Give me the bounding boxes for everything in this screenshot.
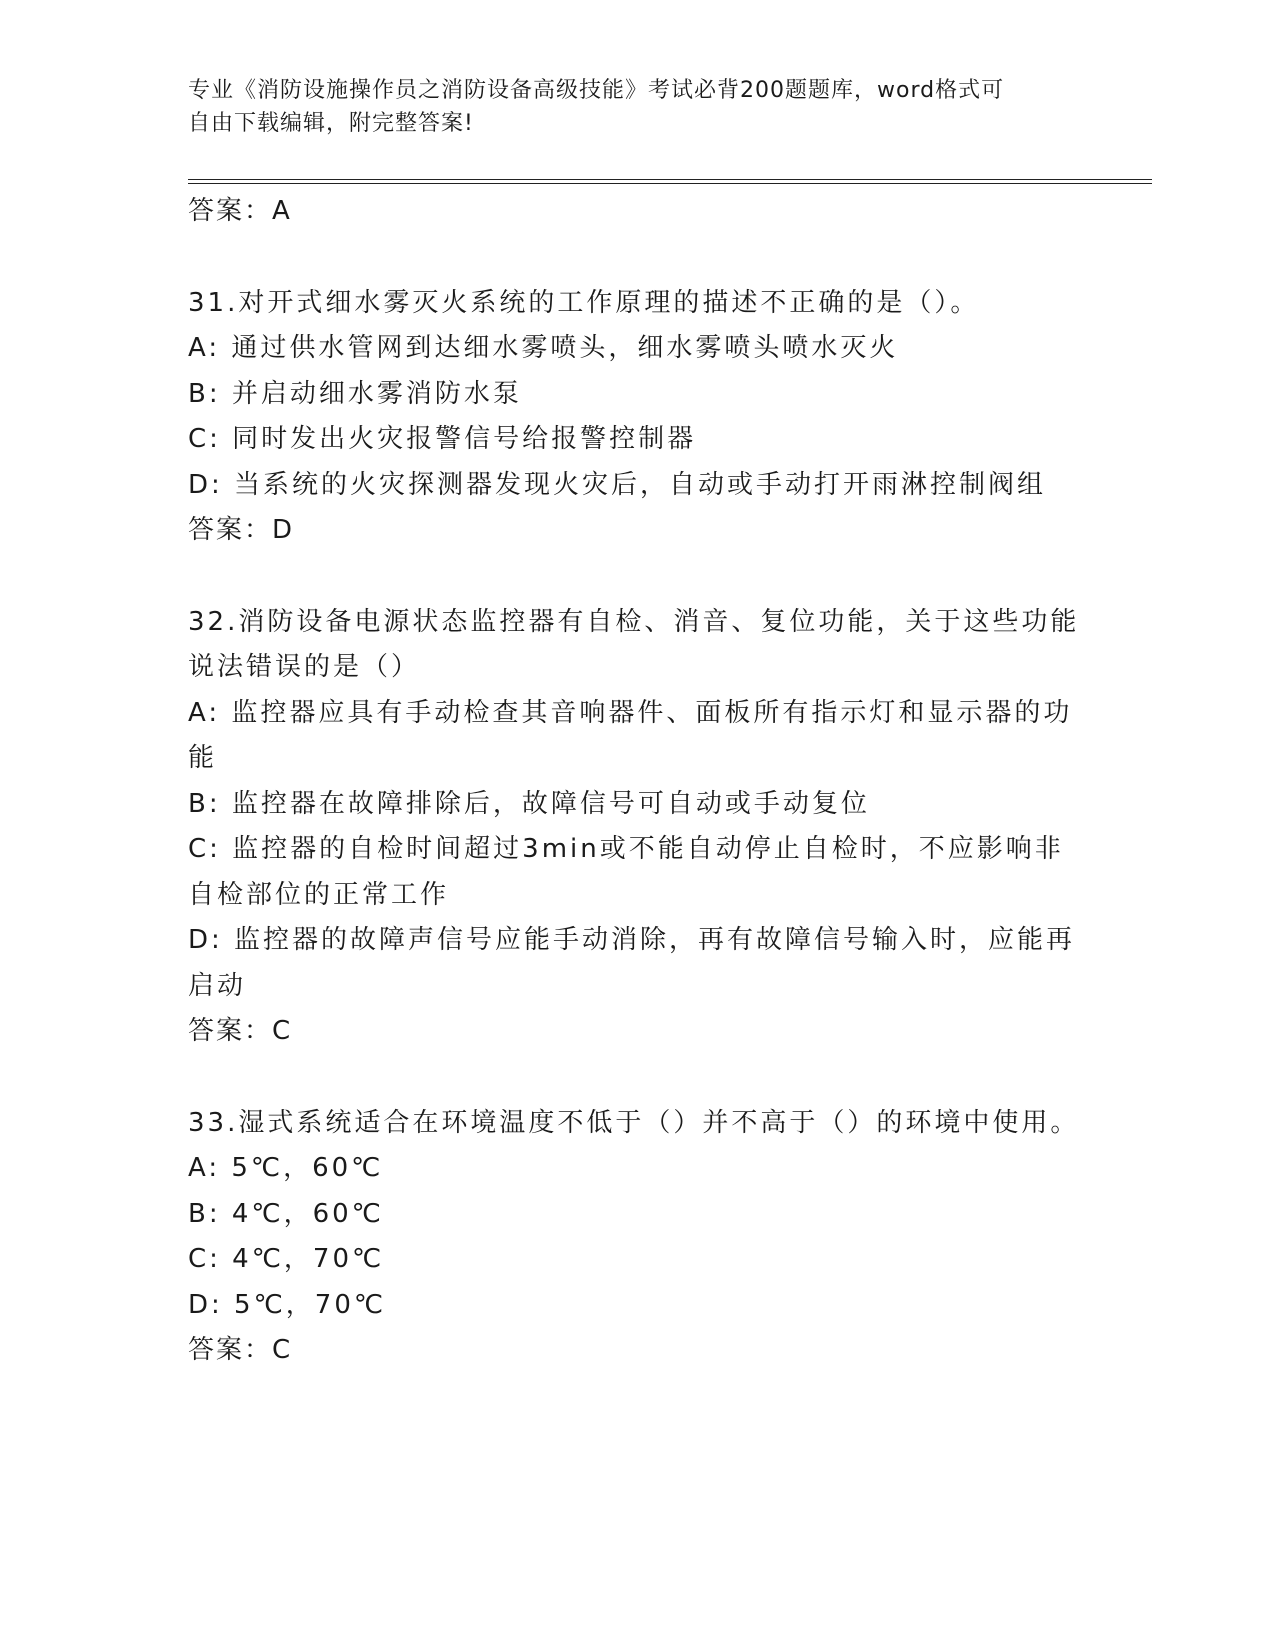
- option-b: B: 4℃，60℃: [188, 1198, 384, 1229]
- header-rule-top: [188, 179, 1152, 180]
- question-text-continued: 说法错误的是（）: [188, 652, 421, 682]
- option-b: B: 监控器在故障排除后，故障信号可自动或手动复位: [188, 788, 870, 819]
- answer: 答案：D: [188, 515, 295, 545]
- spacer: [188, 554, 1088, 600]
- option-c: C: 同时发出火灾报警信号给报警控制器: [188, 424, 697, 454]
- header-line-2: 自由下载编辑，附完整答案!: [188, 111, 474, 136]
- previous-answer: 答案：A: [188, 196, 292, 226]
- option-a-continued: 能: [188, 743, 218, 773]
- question-31: [188, 281, 1088, 554]
- option-d: D: 监控器的故障声信号应能手动消除，再有故障信号输入时，应能再: [188, 925, 1076, 955]
- question-33: [188, 1101, 1088, 1374]
- question-32: [188, 600, 1088, 1055]
- option-c-continued: 自检部位的正常工作: [188, 879, 450, 910]
- question-text: 31.对开式细水雾灭火系统的工作原理的描述不正确的是（）。: [188, 287, 980, 318]
- option-a: A: 5℃，60℃: [188, 1153, 384, 1183]
- option-c: C: 4℃，70℃: [188, 1244, 385, 1274]
- option-d: D: 5℃，70℃: [188, 1289, 387, 1320]
- answer: 答案：C: [188, 1335, 293, 1365]
- document-header: [188, 74, 1088, 140]
- header-rule-bottom: [188, 183, 1152, 184]
- option-b: B: 并启动细水雾消防水泵: [188, 378, 522, 409]
- question-text: 33.湿式系统适合在环境温度不低于（）并不高于（）的环境中使用。: [188, 1107, 1080, 1138]
- option-d: D: 当系统的火灾探测器发现火灾后，自动或手动打开雨淋控制阀组: [188, 469, 1047, 500]
- header-line-1: 专业《消防设施操作员之消防设备高级技能》考试必背200题题库，word格式可: [188, 78, 1005, 103]
- option-a: A: 通过供水管网到达细水雾喷头，细水雾喷头喷水灭火: [188, 333, 899, 363]
- option-d-continued: 启动: [188, 970, 247, 1001]
- spacer: [188, 1055, 1088, 1101]
- question-list: [188, 189, 1088, 1374]
- spacer: [188, 235, 1088, 281]
- answer: 答案：C: [188, 1016, 293, 1046]
- option-a: A: 监控器应具有手动检查其音响器件、面板所有指示灯和显示器的功: [188, 697, 1073, 728]
- question-text: 32.消防设备电源状态监控器有自检、消音、复位功能，关于这些功能: [188, 606, 1080, 637]
- option-c: C: 监控器的自检时间超过3min或不能自动停止自检时，不应影响非: [188, 834, 1064, 864]
